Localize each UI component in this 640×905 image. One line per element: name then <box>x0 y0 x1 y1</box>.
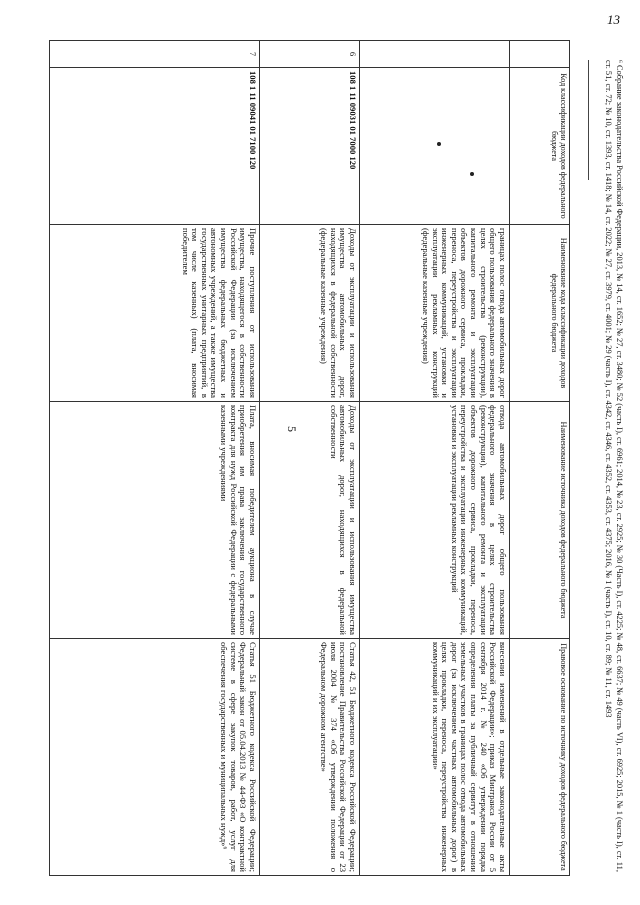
table-row <box>360 41 510 876</box>
table-row <box>260 41 360 876</box>
row-name: границах полос отвода автомобильных дорог общего пользования федерального значения в целях строительства (реконструкции), капитального ремонта и эксплуатации объектов дорожного сервиса, прокладки, переноса, переустройства и эксплуатации инженерных коммуникаций, установки и эксплуатации рекламных конструкций (федеральные казенные учреждения) <box>360 225 510 402</box>
row-legal: Статья 42, 51 Бюджетного кодекса Российской Федерации; постановление Правительства Российской Федерации от 23 июля 2004 № 374 «Об утверждении положения о Федеральном дорожном агентстве» <box>260 639 360 876</box>
row-num <box>360 41 510 68</box>
row-legal: внесении изменений в отдельные законодательные акты Российской Федерации»; приказ Минтранса России от 5 сентября 2014 г. № 240 «Об утверждении порядка определения платы за публичный сервитут в отношении земельных участков в границах полос отвода автомобильных дорог (за исключением частных автомобильных дорог) в целях прокладки, переноса, переустройства инженерных коммуникаций и их эксплуатации» <box>360 639 510 876</box>
header-code: Код классификации доходов федерального бюджета <box>510 68 570 225</box>
row-num: 7 <box>50 41 260 68</box>
rotated-table-wrapper <box>50 40 570 872</box>
row-num: 6 <box>260 41 360 68</box>
header-num <box>510 41 570 68</box>
header-source: Наименование источника доходов федерального бюджета <box>510 402 570 639</box>
header-name: Наименование кода классификации доходов федерального бюджета <box>510 225 570 402</box>
row-source: Плата, вносимая победителем аукциона в случае приобретения им права заключения государственного контракта для нужд Российской Федерации с федеральными казенными учреждениями <box>50 402 260 639</box>
row-source: отвода автомобильных дорог общего пользования федерального значения в целях строительства (реконструкции), капитального ремонта и эксплуатации объектов дорожного сервиса, прокладки, переноса, переустройства и эксплуатации инженерных коммуникаций, установки и эксплуатации рекламных конструкций <box>360 402 510 639</box>
header-legal: Правовое основание по источнику доходов федерального бюджета <box>510 639 570 876</box>
revenue-classification-table <box>49 40 570 876</box>
row-code: 108 1 11 09041 01 7100 120 <box>50 68 260 225</box>
table-header-row <box>510 41 570 876</box>
footnote-separator <box>588 60 589 180</box>
row-code: 108 1 11 09031 01 7000 120 <box>260 68 360 225</box>
row-name: Доходы от эксплуатации и использования имущества автомобильных дорог, находящихся в федеральной собственности (федеральные казенные учреждения) <box>260 225 360 402</box>
row-code <box>360 68 510 225</box>
table-row <box>50 41 260 876</box>
page-marker: 5 <box>285 426 299 432</box>
row-source: Доходы от эксплуатации и использования имущества автомобильных дорог, находящихся в федеральной собственности <box>260 402 360 639</box>
row-legal: Статья 51 Бюджетного кодекса Российской Федерации; Федеральный закон от 05.04.2013 № 44-ФЗ «О контрактной системе в сфере закупок товаров, работ, услуг для обеспечения государственных и муниципальных нужд»⁶ <box>50 639 260 876</box>
footnote: ⁶ Собрание законодательства Российской Федерации, 2013, № 14, ст. 1652; № 27, ст. 3480; № 52 (часть I), ст. 6961; 2014, № 23, ст. 2925; № 30 (Часть I), ст. 4225; № 48, ст. 6637; № 49 (часть VI), ст. 6925; 2015, № 1 (часть I), ст. 11, ст. 51, ст. 72; № 10, ст. 1393, ст. 1418; № 14, ст. 2022; № 27, ст. 3979, ст. 4001; № 29 (часть I), ст. 4342, ст. 4346, ст. 4352, ст. 4353, ст. 4375; 2016, № 1 (часть I), ст. 10, ст. 89; № 11, ст. 1493 <box>604 60 624 872</box>
row-name: Прочие поступления от использования имущества, находящегося в собственности Российской Федерации (за исключением имущества федеральных бюджетных и автономных учреждений, а также имущества государственных унитарных предприятий, в том числе казенных) (плата, вносимая победителем <box>50 225 260 402</box>
sheet-number: 13 <box>607 12 620 27</box>
